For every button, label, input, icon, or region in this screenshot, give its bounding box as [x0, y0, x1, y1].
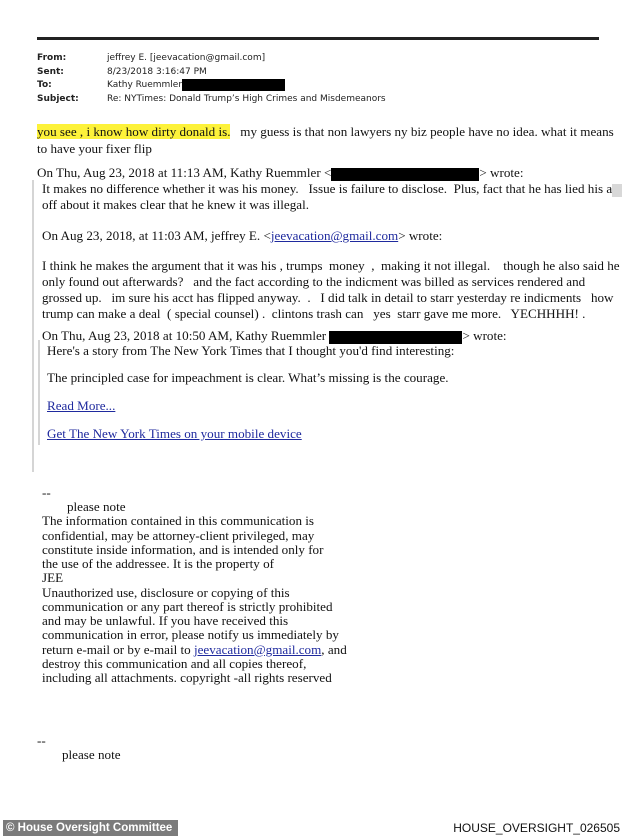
disclaimer-line: Unauthorized use, disclosure or copying of this — [42, 585, 290, 600]
attribution-suffix: > wrote: — [462, 328, 507, 343]
body-line-2: to have your fixer flip — [37, 141, 152, 156]
disclaimer-line: communication or any part thereof is strictly prohibited — [42, 599, 333, 614]
disclaimer-line: confidential, may be attorney-client privileged, may — [42, 528, 315, 543]
reply2-line: I think he makes the argument that it was his , trumps money , making it not illegal. though he also said he — [42, 258, 620, 273]
document-id: HOUSE_OVERSIGHT_026505 — [453, 821, 620, 835]
reply1-text: It makes no difference whether it was his money. Issue is failure to disclose. Plus, fact that he has lied his a — [42, 181, 613, 196]
quote-bar-inner — [38, 340, 40, 445]
read-more-link[interactable]: Read More... — [47, 398, 116, 413]
subject-row — [37, 93, 386, 107]
disclaimer-line: constitute inside information, and is intended only for — [42, 542, 324, 557]
attribution-text: On Aug 23, 2018, at 11:03 AM, jeffrey E. < — [42, 228, 271, 243]
signature-dashes: -- — [42, 485, 51, 500]
read-more-link-wrap — [47, 398, 115, 414]
disclaimer-line: destroy this communication and all copies thereof, — [42, 656, 307, 671]
to-label: To: — [37, 80, 52, 90]
disclaimer-line: including all attachments. copyright -all rights reserved — [42, 670, 332, 685]
redaction-gray — [612, 184, 622, 197]
please-note: please note — [62, 747, 121, 762]
sent-label: Sent: — [37, 66, 64, 77]
attribution-suffix: > wrote: — [398, 228, 443, 243]
sent-value: 8/23/2018 3:16:47 PM — [107, 66, 207, 77]
body-text: my guess is that non lawyers ny biz people have no idea. what it means — [230, 124, 614, 139]
disclaimer-text: , and — [321, 642, 347, 657]
attribution-text: On Thu, Aug 23, 2018 at 11:13 AM, Kathy Ruemmler < — [37, 165, 332, 180]
to-value: Kathy Ruemmler — [107, 80, 183, 90]
reply2-attribution — [42, 228, 442, 244]
subject-value: Re: NYTimes: Donald Trump’s High Crimes and Misdemeanors — [107, 93, 386, 104]
quote-bar-outer — [32, 180, 34, 472]
email-link[interactable]: jeevacation@gmail.com — [270, 228, 399, 243]
reply1-line-1 — [42, 181, 622, 197]
reply1-attribution — [37, 165, 523, 181]
reply2-line: trump can make a deal ( special counsel) . clintons trash can yes starr gave me more. YECHHHH! . — [42, 306, 586, 321]
reply3-attribution — [42, 328, 507, 344]
from-label: From: — [37, 53, 67, 63]
attribution-suffix: > wrote: — [479, 165, 524, 180]
to-row — [37, 79, 386, 93]
subject-label: Subject: — [37, 93, 79, 104]
copyright-badge: © House Oversight Committee — [3, 820, 178, 836]
from-value: jeffrey E. [jeevacation@gmail.com] — [107, 53, 266, 63]
disclaimer-line: The information contained in this communication is — [42, 513, 315, 528]
reply1-line-2: off about it makes clear that he knew it was illegal. — [42, 197, 310, 212]
disclaimer-line: and may be unlawful. If you have received this — [42, 613, 289, 628]
disclaimer-text: return e-mail or by e-mail to — [42, 642, 194, 657]
sent-row — [37, 66, 386, 80]
email-link[interactable]: jeevacation@gmail.com — [193, 642, 322, 657]
reply2-line: grossed up. im sure his acct has flipped anyway. . I did talk in detail to starr yesterday re indicments how — [42, 290, 614, 305]
nyt-mobile-link[interactable]: Get The New York Times on your mobile device — [47, 426, 302, 441]
disclaimer-line: communication in error, please notify us immediately by — [42, 627, 339, 642]
redaction-box — [182, 79, 285, 91]
attribution-text: On Thu, Aug 23, 2018 at 10:50 AM, Kathy Ruemmler — [42, 328, 330, 343]
header-rule — [37, 37, 599, 40]
disclaimer-line: the use of the addressee. It is the property of — [42, 556, 274, 571]
reply3-intro: Here's a story from The New York Times that I thought you'd find interesting: — [47, 343, 455, 358]
from-row — [37, 52, 386, 66]
signature-dashes: -- — [37, 733, 46, 748]
reply3-summary: The principled case for impeachment is clear. What’s missing is the courage. — [47, 370, 449, 385]
highlighted-text: you see , i know how dirty donald is. — [37, 124, 231, 139]
disclaimer-line: JEE — [42, 570, 64, 585]
reply2-line: only found out afterwards? and the fact according to the indicment was billed as services rendered and — [42, 274, 586, 289]
email-header — [37, 52, 386, 106]
redaction-box — [329, 331, 462, 344]
redaction-box — [331, 168, 479, 181]
body-line-1 — [37, 124, 614, 140]
please-note: please note — [67, 499, 126, 514]
mobile-link-wrap — [47, 426, 302, 442]
